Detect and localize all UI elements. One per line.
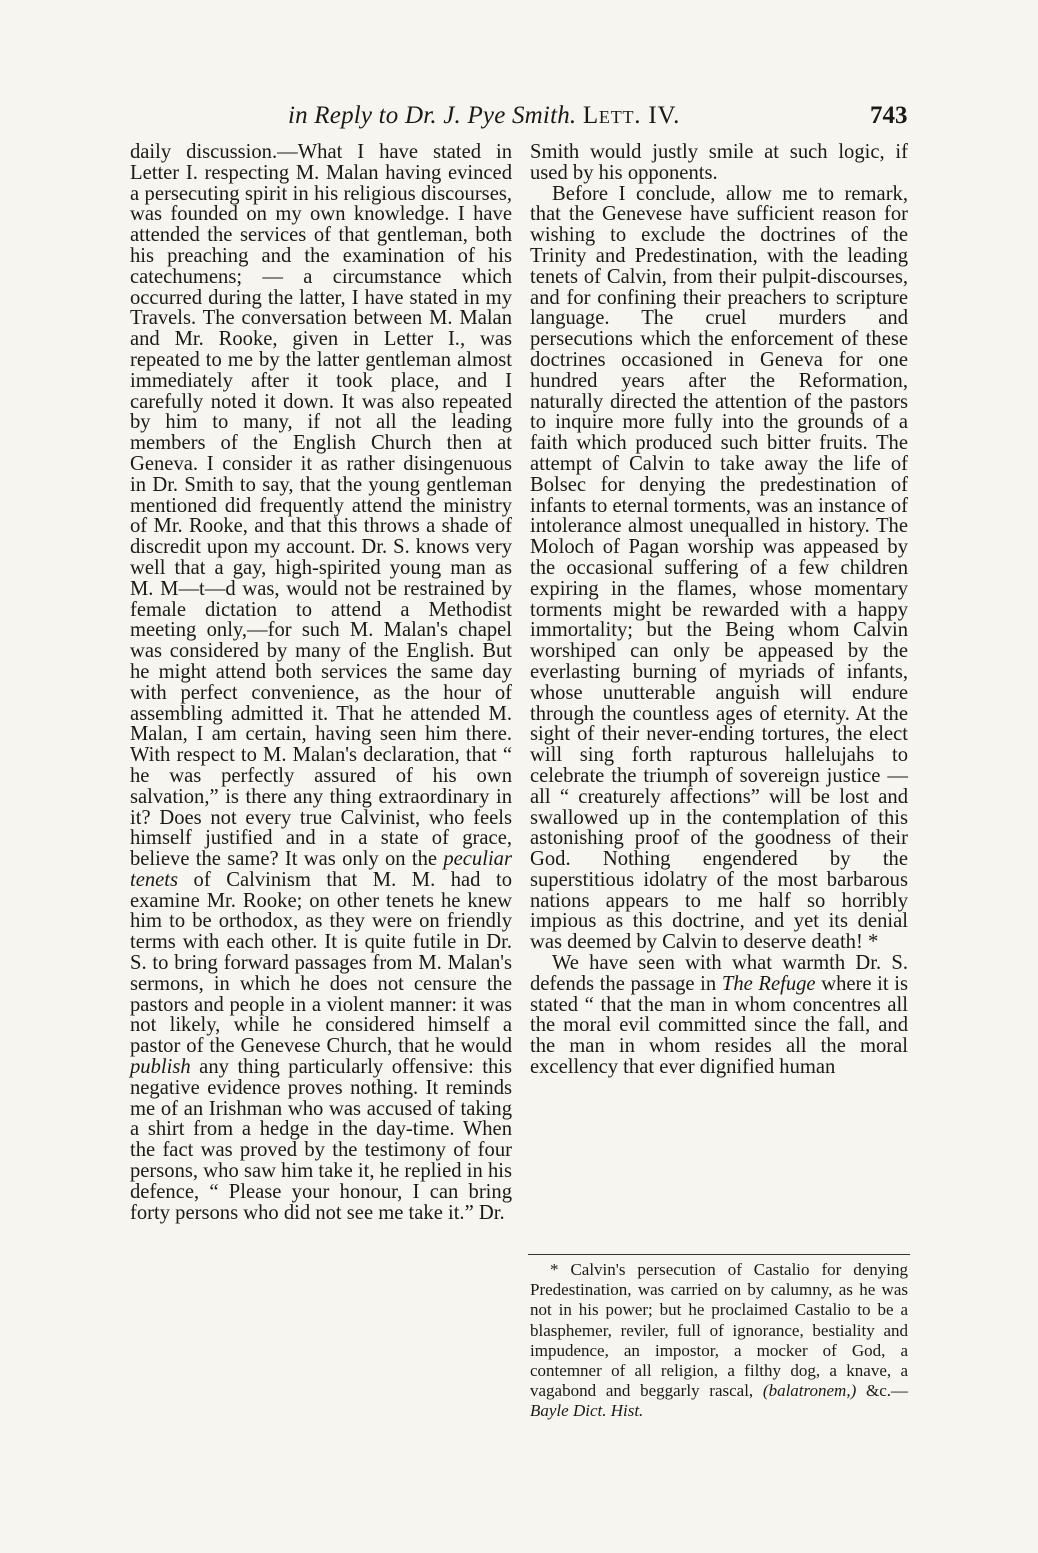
right-emphasis-1: The Refuge <box>721 972 816 995</box>
footnote-body-2: &c.— <box>856 1381 908 1401</box>
right-paragraph-1: Smith would justly smile at such logic, if used by his opponents. <box>530 141 908 184</box>
right-paragraph-2: Before I conclude, allow me to remark, that the Genevese have sufficient reason for wishing to exclude the doctrines of the Trinity and Predestination, with the leading tenets of Calvin, from their pulpit-discourses, and for confining their preachers to scripture language. The cruel murders and persecutions which the enforcement of these doctrines occasioned in Geneva for one hundred years after the Reformation, naturally directed the attention of the pastors to inquire more fully into the grounds of a faith which produced such bitter fruits. The attempt of Calvin to take away the life of Bolsec for denying the predestination of infants to eternal torments, was an instance of intolerance almost unequalled in history. The Moloch of Pagan worship was appeased by the occasional suffering of a few children expiring in the flames, whose momentary torments might be rewarded with a happy immortality; but the Being whom Calvin worshiped can only be appeased by the everlasting burning of myriads of infants, whose unutterable anguish will endure through the countless ages of eternity. At the sight of their never-ending tortures, the elect will sing forth rapturous hallelujahs to celebrate the triumph of sovereign justice — all “ creaturely affections” will be lost and swallowed up in the contemplation of this astonishing proof of the goodness of their God. Nothing engendered by the superstitious idolatry of the most barbarous nations appears to me half so horribly impious as this doctrine, and yet its denial was deemed by Calvin to deserve death! * <box>530 182 908 954</box>
left-text-1: daily discussion.—What I have stated in Letter I. respecting M. Malan having evinced a persecuting spirit in his religious discourses, was founded on my own knowledge. I have attended the services of that gentleman, both his preaching and the examination of his catechumens; — a circumstance which occurred during the latter, I have stated in my Travels. The conversation between M. Malan and Mr. Rooke, given in Letter I., was repeated to me by the latter gentleman almost immediately after it took place, and I carefully noted it down. It was also repeated by him to many, if not all the leading members of the English Church then at Geneva. I consider it as rather disingenuous in Dr. Smith to say, that the young gentleman mentioned did frequently attend the ministry of Mr. Rooke, and that this throws a shade of discredit upon my account. Dr. S. knows very well that a gay, high-spirited young man as M. M—t—d was, would not be restrained by female dictation to attend a Methodist meeting only,—for such M. Malan's chapel was considered by many of the English. But he might attend both services the same day with perfect convenience, as the hour of assembling admitted it. That he attended M. Malan, I am certain, having seen him there. With respect to M. Malan's declaration, that “ he was perfectly assured of his own salvation,” is there any thing extraordinary in it? Does not every true Calvinist, who feels himself justified and in a state of grace, believe the same? It was only on the <box>130 141 512 871</box>
footnote-source: Bayle Dict. Hist. <box>530 1401 644 1421</box>
left-emphasis-2: publish <box>130 1056 191 1079</box>
left-emphasis-1: peculiar tenets <box>130 848 512 891</box>
letter-reference: Lett. IV. <box>582 102 681 129</box>
footnote-divider <box>528 1254 910 1255</box>
footnote-text <box>530 1260 908 1422</box>
footnote-emphasis: (balatronem,) <box>762 1381 857 1401</box>
right-text-3a: We have seen with what warmth Dr. S. defends the passage in <box>530 952 908 995</box>
page-number: 743 <box>870 102 908 129</box>
right-paragraph-3 <box>530 953 908 1078</box>
right-column <box>530 142 908 1078</box>
left-column <box>130 142 512 1223</box>
right-text-3b: where it is stated “ that the man in whom concentres all the moral evil committed since the fall, and the man in whom resides all the moral excellency that ever dignified human <box>530 972 909 1079</box>
footnote-body: * Calvin's persecution of Castalio for denying Predestination, was carried on by calumny, as he was not in his power; but he proclaimed Castalio to be a blasphemer, reviler, full of ignorance, bestiality and impudence, an impostor, a mocker of God, a contemner of all religion, a filthy dog, a knave, a vagabond and beggarly rascal, <box>530 1260 908 1401</box>
left-text-3: any thing particularly offensive: this negative evidence proves nothing. It reminds me of an Irishman who was accused of taking a shirt from a hedge in the day-time. When the fact was proved by the testimony of four persons, who saw him take it, he replied in his defence, “ Please your honour, I can bring forty persons who did not see me take it.” Dr. <box>130 1056 512 1224</box>
left-paragraph <box>130 142 512 1223</box>
footnote <box>530 1260 908 1422</box>
left-text-2: of Calvinism that M. M. had to examine Mr. Rooke; on other tenets he knew him to be orthodox, as they were on friendly terms with each other. It is quite futile in Dr. S. to bring forward passages from M. Malan's sermons, in which he does not censure the pastors and people in a violent manner: it was not likely, while he considered himself a pastor of the Genevese Church, that he would <box>130 868 512 1058</box>
running-title-text: in Reply to Dr. J. Pye Smith. <box>288 102 577 129</box>
running-title <box>288 102 680 130</box>
page-header <box>0 102 1038 138</box>
